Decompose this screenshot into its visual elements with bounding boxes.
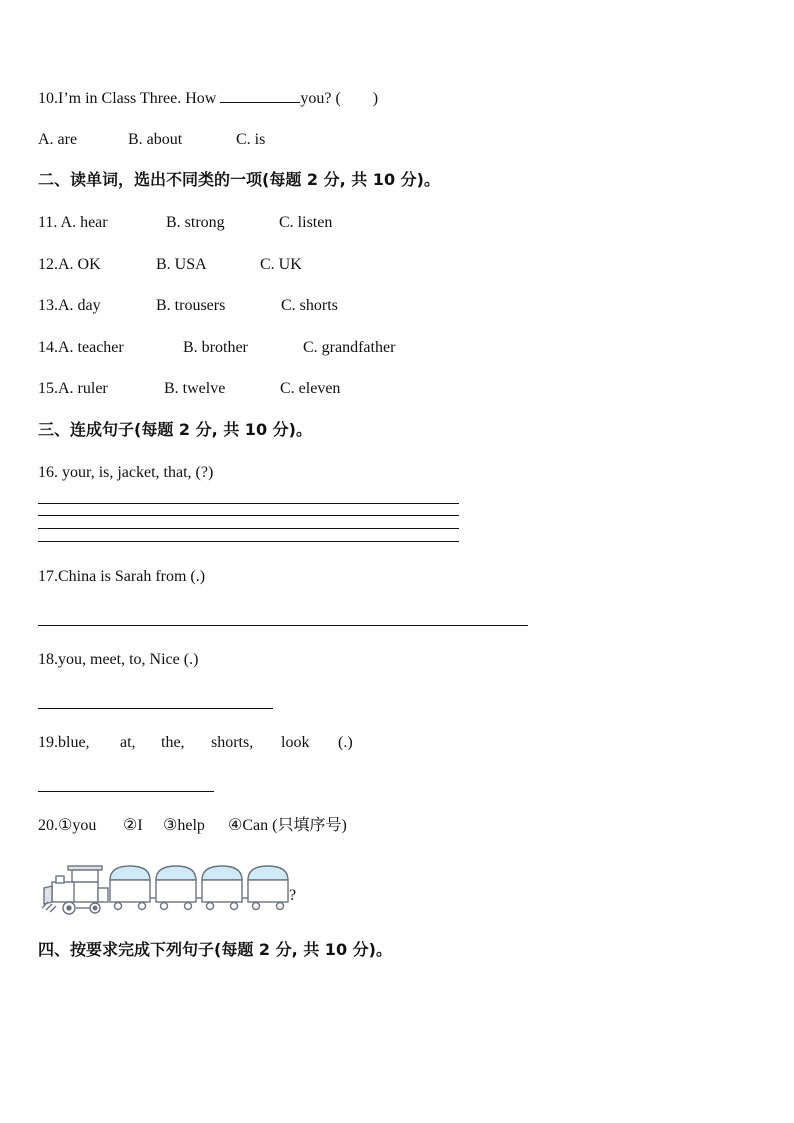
train-illustration [38,860,308,920]
q17-prompt: 17.China is Sarah from (.) [38,568,206,585]
q16-answer-line-4[interactable] [38,541,459,542]
train-car-2[interactable] [156,866,202,910]
q19-word-4: shorts, [211,734,254,751]
train-car-3[interactable] [202,866,248,910]
q13-option-b[interactable]: B. trousers [156,297,226,314]
q20-word-2: ②I [123,817,143,834]
q10-suffix: you? ( ) [300,90,379,107]
q11-option-c[interactable]: C. listen [279,214,333,231]
section-3-heading: 三、连成句子(每题 2 分, 共 10 分)。 [38,420,312,439]
train-car-4[interactable] [248,866,288,910]
q19-word-5: look [281,734,310,751]
train-car-1[interactable] [110,866,156,910]
q16-answer-line-2[interactable] [38,515,459,516]
q12-option-b[interactable]: B. USA [156,256,207,273]
q20-word-4: ④Can (只填序号) [228,817,347,834]
q13-option-c[interactable]: C. shorts [281,297,338,314]
q15-option-b[interactable]: B. twelve [164,380,226,397]
q10-option-a[interactable]: A. are [38,131,78,148]
q14-option-c[interactable]: C. grandfather [303,339,396,356]
q12-option-c[interactable]: C. UK [260,256,302,273]
q16-prompt: 16. your, is, jacket, that, (?) [38,464,214,481]
q10-option-b[interactable]: B. about [128,131,183,148]
locomotive-icon [42,866,108,914]
q15-option-a[interactable]: 15.A. ruler [38,380,108,397]
q16-answer-line-1[interactable] [38,503,459,504]
q15-option-c[interactable]: C. eleven [280,380,341,397]
q10-prefix: 10.I’m in Class Three. How [38,90,221,107]
q11-option-a[interactable]: 11. A. hear [38,214,108,231]
q20-word-1: 20.①you [38,817,97,834]
section-4-heading: 四、按要求完成下列句子(每题 2 分, 共 10 分)。 [38,940,392,959]
q16-answer-line-3[interactable] [38,528,459,529]
q19-word-6: (.) [338,734,353,751]
question-10 [38,88,378,109]
q19-word-2: at, [120,734,136,751]
q12-option-a[interactable]: 12.A. OK [38,256,101,273]
section-2-heading: 二、读单词，选出不同类的一项(每题 2 分, 共 10 分)。 [38,170,440,189]
q19-answer-line[interactable] [38,791,214,792]
q10-option-c[interactable]: C. is [236,131,266,148]
q11-option-b[interactable]: B. strong [166,214,225,231]
q10-blank[interactable] [220,88,300,103]
q20-word-3: ③help [163,817,205,834]
q14-option-b[interactable]: B. brother [183,339,248,356]
q19-word-3: the, [161,734,185,751]
train-question-mark: ? [289,887,297,904]
q17-answer-line[interactable] [38,625,528,626]
q19-word-1: 19.blue, [38,734,90,751]
q14-option-a[interactable]: 14.A. teacher [38,339,124,356]
q18-answer-line[interactable] [38,708,273,709]
q18-prompt: 18.you, meet, to, Nice (.) [38,651,199,668]
q13-option-a[interactable]: 13.A. day [38,297,101,314]
